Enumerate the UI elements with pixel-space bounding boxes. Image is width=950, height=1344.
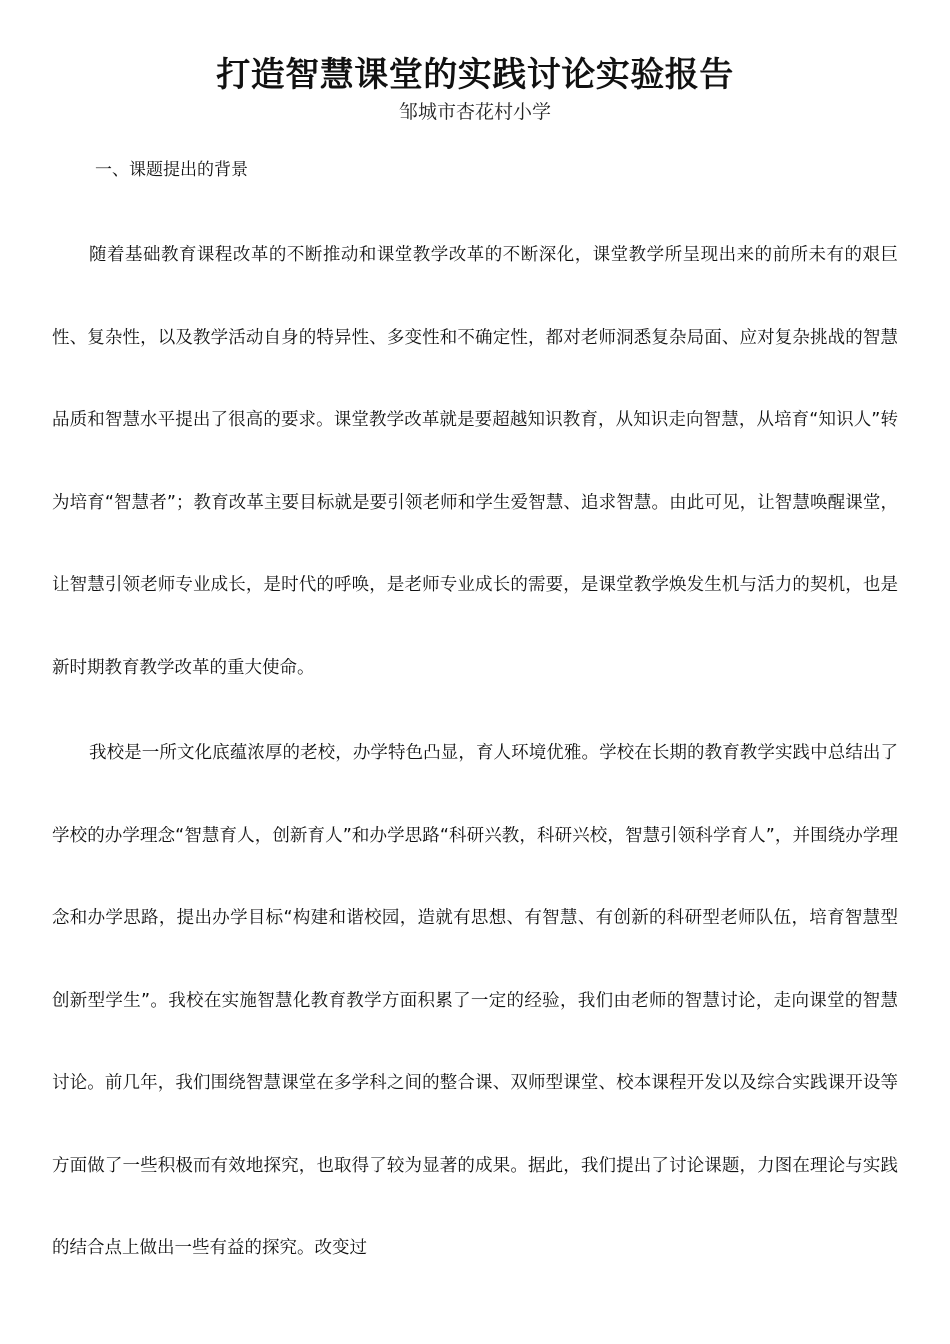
document-title: 打造智慧课堂的实践讨论实验报告 [216,55,734,95]
document-subtitle: 邹城市杏花村小学 [398,101,551,123]
paragraph-background-1: 随着基础教育课程改革的不断推动和课堂教学改革的不断深化，课堂教学所呈现出来的前所未有的艰巨性、复杂性，以及教学活动自身的特异性、多变性和不确定性，都对老师洞悉复杂局面、应对复杂挑战的智慧品质和智慧水平提出了很高的要求。课堂教学改革就是要超越知识教育，从知识走向智慧，从培育“知识人”转为培育“智慧者”；教育改革主要目标就是要引领老师和学生爱智慧、追求智慧。由此可见，让智慧唤醒课堂，让智慧引领老师专业成长，是时代的呼唤，是老师专业成长的需要，是课堂教学焕发生机与活力的契机，也是新时期教育教学改革的重大使命。 [52,245,898,678]
section-heading: 一、课题提出的背景 [95,160,248,180]
paragraph-background-2: 我校是一所文化底蕴浓厚的老校，办学特色凸显，育人环境优雅。学校在长期的教育教学实践中总结出了学校的办学理念“智慧育人，创新育人”和办学思路“科研兴教，科研兴校，智慧引领科学育人”，并围绕办学理念和办学思路，提出办学目标“构建和谐校园，造就有思想、有智慧、有创新的科研型老师队伍，培育智慧型创新型学生”。我校在实施智慧化教育教学方面积累了一定的经验，我们由老师的智慧讨论，走向课堂的智慧讨论。前几年，我们围绕智慧课堂在多学科之间的整合课、双师型课堂、校本课程开发以及综合实践课开设等方面做了一些积极而有效地探究，也取得了较为显著的成果。据此，我们提出了讨论课题，力图在理论与实践的结合点上做出一些有益的探究。改变过 [52,743,898,1258]
